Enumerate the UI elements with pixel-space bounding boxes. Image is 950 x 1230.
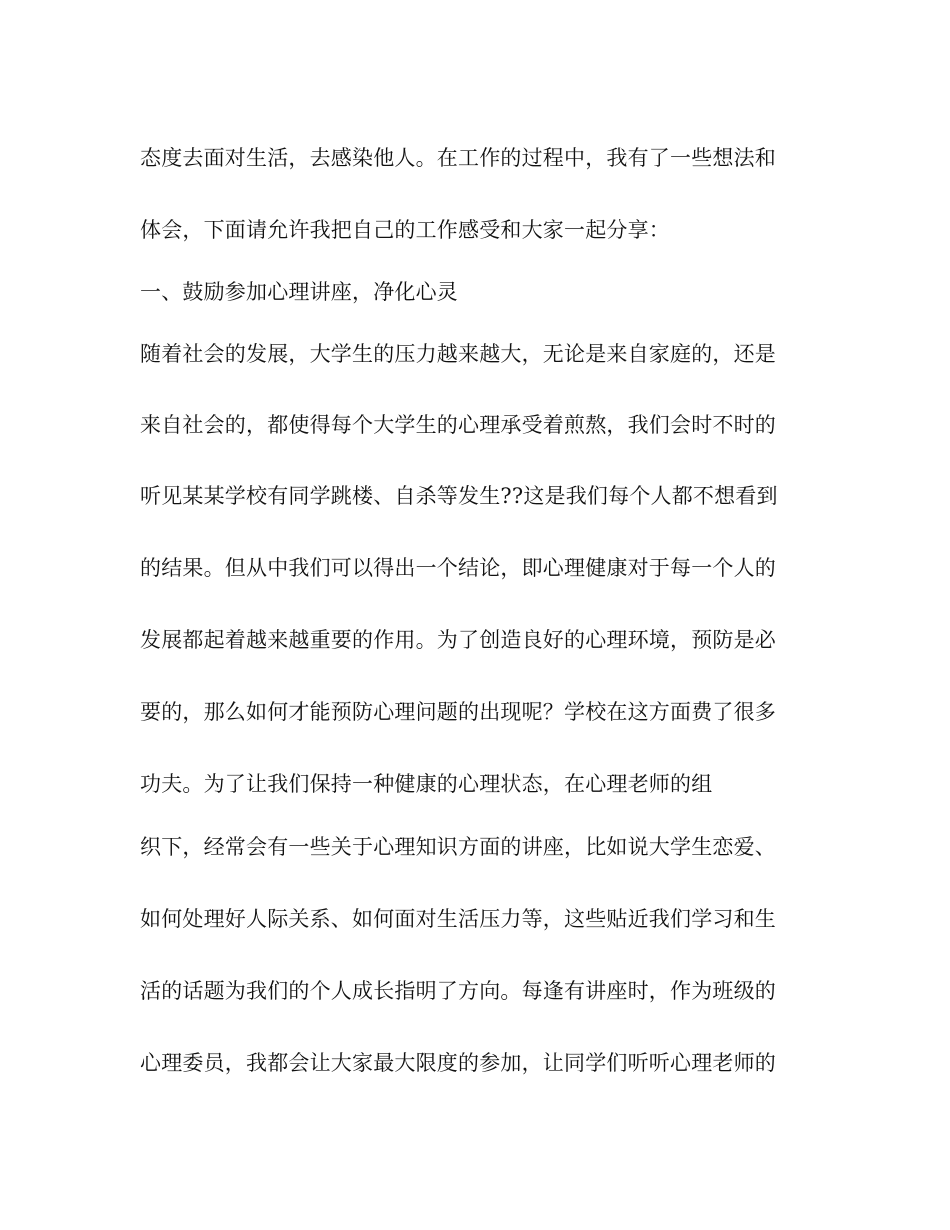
section-heading: 一、鼓励参加心理讲座，净化心灵 [140,280,458,304]
paragraph-line: 如何处理好人际关系、如何面对生活压力等，这些贴近我们学习和生 [140,907,776,931]
paragraph-line: 要的，那么如何才能预防心理问题的出现呢？学校在这方面费了很多 [140,700,776,724]
paragraph-line: 心理委员，我都会让大家最大限度的参加，让同学们听听心理老师的 [140,1051,776,1075]
paragraph-line: 态度去面对生活，去感染他人。在工作的过程中，我有了一些想法和 [140,146,776,170]
paragraph-line: 体会，下面请允许我把自己的工作感受和大家一起分享： [140,218,670,242]
paragraph-line: 织下，经常会有一些关于心理知识方面的讲座，比如说大学生恋爱、 [140,835,776,859]
paragraph-line: 的结果。但从中我们可以得出一个结论，即心理健康对于每一个人的 [140,556,776,580]
paragraph-line: 来自社会的，都使得每个大学生的心理承受着煎熬，我们会时不时的 [140,413,776,437]
paragraph-line: 功夫。为了让我们保持一种健康的心理状态，在心理老师的组 [140,772,713,796]
paragraph-line: 随着社会的发展，大学生的压力越来越大，无论是来自家庭的，还是 [140,342,776,366]
paragraph-line: 听见某某学校有同学跳楼、自杀等发生??这是我们每个人都不想看到 [140,484,778,508]
paragraph-line: 活的话题为我们的个人成长指明了方向。每逢有讲座时，作为班级的 [140,979,776,1003]
paragraph-line: 发展都起着越来越重要的作用。为了创造良好的心理环境，预防是必 [140,628,776,652]
